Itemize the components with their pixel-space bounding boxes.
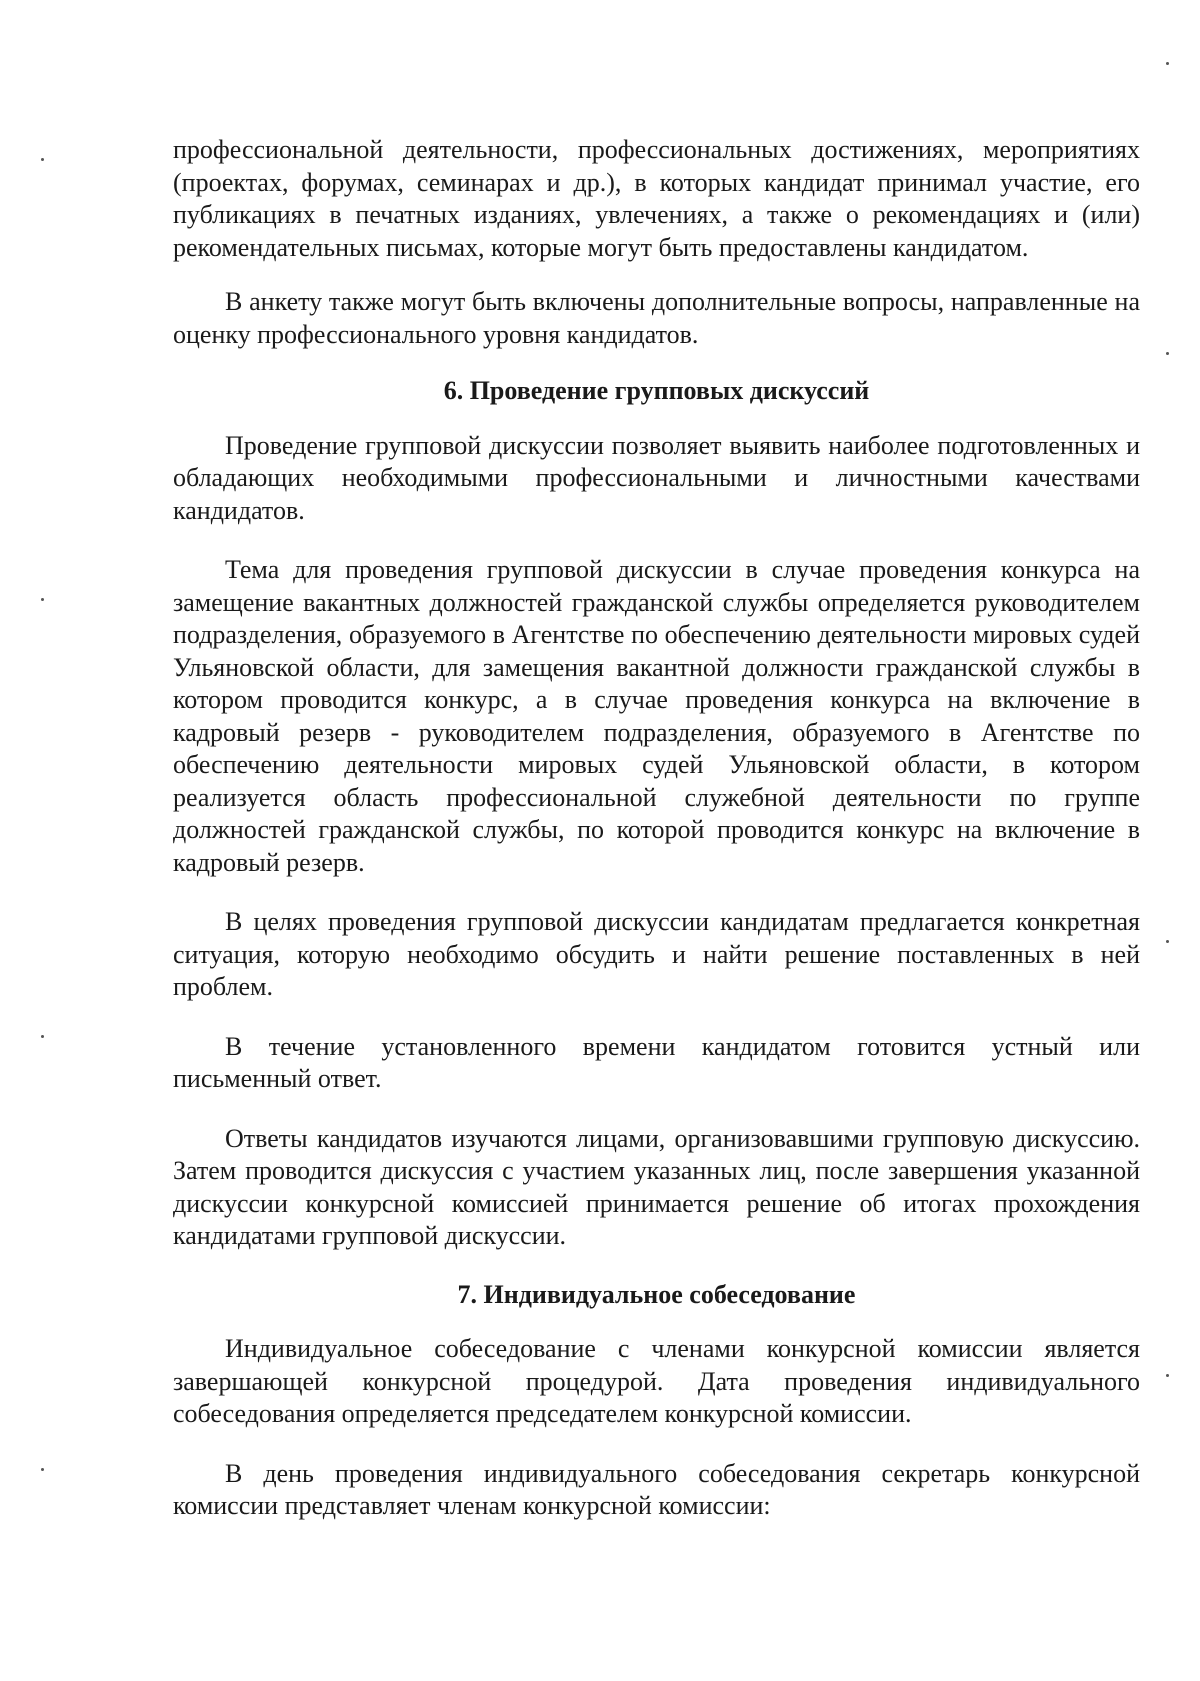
scan-speck xyxy=(1166,940,1169,943)
paragraph-continuation: профессиональной деятельности, профессиональных достижениях, мероприятиях (проектах, форумах, семинарах и др.), в которых кандидат принимал участие, его публикациях в печатных изданиях, увлечениях, а также о рекомендациях и (или) рекомендательных письмах, которые могут быть предоставлены кандидатом. xyxy=(173,135,1140,262)
scan-speck xyxy=(1166,1374,1169,1377)
document-body xyxy=(173,134,1140,1523)
section-7-paragraph-1: Индивидуальное собеседование с членами конкурсной комиссии является завершающей конкурсной процедурой. Дата проведения индивидуального собеседования определяется председателем конкурсной комиссии. xyxy=(173,1334,1140,1428)
section-6-paragraph-2: Тема для проведения групповой дискуссии в случае проведения конкурса на замещение вакантных должностей гражданской службы определяется руководителем подразделения, образуемого в Агентстве по обеспечению деятельности мировых судей Ульяновской области, для замещения вакантной должности гражданской службы в котором проводится конкурс, а в случае проведения конкурса на включение в кадровый резерв - руководителем подразделения, образуемого в Агентстве по обеспечению деятельности мировых судей Ульяновской области, в котором реализуется область профессиональной служебной деятельности по группе должностей гражданской службы, по которой проводится конкурс на включение в кадровый резерв. xyxy=(173,555,1140,877)
section-6-paragraph-5: Ответы кандидатов изучаются лицами, организовавшими групповую дискуссию. Затем проводится дискуссия с участием указанных лиц, после завершения указанной дискуссии конкурсной комиссией принимается решение об итогах прохождения кандидатами групповой дискуссии. xyxy=(173,1123,1140,1250)
scan-speck xyxy=(41,1035,44,1038)
section-6-paragraph-4: В течение установленного времени кандидатом готовится устный или письменный ответ. xyxy=(173,1031,1140,1093)
section-7-paragraph-2: В день проведения индивидуального собеседования секретарь конкурсной комиссии представляет членам конкурсной комиссии: xyxy=(173,1458,1140,1520)
section-6-paragraph-1: Проведение групповой дискуссии позволяет выявить наиболее подготовленных и обладающих необходимыми профессиональными и личностными качествами кандидатов. xyxy=(173,430,1140,525)
scan-speck xyxy=(41,598,44,601)
section-6-heading: 6. Проведение групповых дискуссий xyxy=(443,376,870,405)
section-6-paragraph-3: В целях проведения групповой дискуссии кандидатам предлагается конкретная ситуация, которую необходимо обсудить и найти решение поставленных в ней проблем. xyxy=(173,907,1140,1001)
scan-speck xyxy=(1166,352,1169,355)
section-7-heading: 7. Индивидуальное собеседование xyxy=(457,1279,856,1309)
paragraph-anketa: В анкету также могут быть включены дополнительные вопросы, направленные на оценку профессионального уровня кандидатов. xyxy=(173,287,1140,349)
scan-speck xyxy=(1166,62,1169,65)
scan-speck xyxy=(41,1468,44,1471)
scan-speck xyxy=(41,158,44,161)
